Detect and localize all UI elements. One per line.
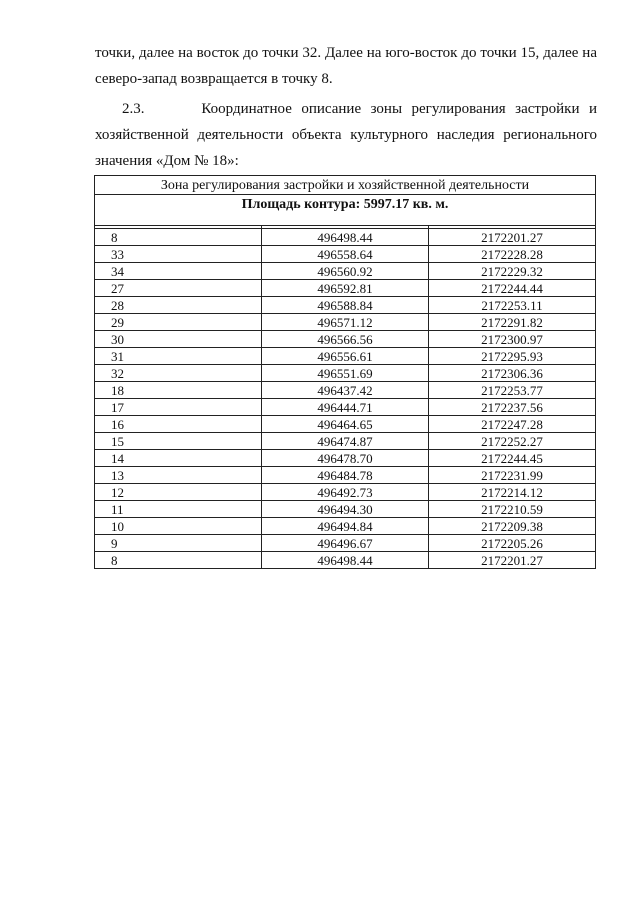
table-row — [95, 263, 596, 280]
paragraph-section-2-3 — [95, 96, 597, 174]
table-row — [95, 348, 596, 365]
table-header-row — [95, 176, 596, 195]
table-row — [95, 552, 596, 569]
point-number-cell: 10 — [95, 518, 262, 535]
point-number-cell: 17 — [95, 399, 262, 416]
y-coordinate-cell: 2172201.27 — [429, 552, 596, 569]
point-number-cell: 32 — [95, 365, 262, 382]
zone-title-cell: Зона регулирования застройки и хозяйственной деятельности — [95, 176, 596, 195]
x-coordinate-cell: 496551.69 — [262, 365, 429, 382]
point-number-cell: 8 — [95, 229, 262, 246]
point-number-cell: 28 — [95, 297, 262, 314]
y-coordinate-cell: 2172306.36 — [429, 365, 596, 382]
text-line: хозяйственной деятельности объекта культурного наследия регионального — [95, 127, 597, 143]
point-number-cell: 11 — [95, 501, 262, 518]
x-coordinate-cell: 496566.56 — [262, 331, 429, 348]
point-number-cell: 18 — [95, 382, 262, 399]
table-row — [95, 246, 596, 263]
y-coordinate-cell: 2172229.32 — [429, 263, 596, 280]
point-number-cell: 13 — [95, 467, 262, 484]
table-row — [95, 229, 596, 246]
x-coordinate-cell: 496496.67 — [262, 535, 429, 552]
x-coordinate-cell: 496464.65 — [262, 416, 429, 433]
point-number-cell: 31 — [95, 348, 262, 365]
y-coordinate-cell: 2172205.26 — [429, 535, 596, 552]
point-number-cell: 12 — [95, 484, 262, 501]
x-coordinate-cell: 496592.81 — [262, 280, 429, 297]
y-coordinate-cell: 2172300.97 — [429, 331, 596, 348]
point-number-cell: 27 — [95, 280, 262, 297]
y-coordinate-cell: 2172291.82 — [429, 314, 596, 331]
area-title-cell: Площадь контура: 5997.17 кв. м. — [95, 195, 596, 226]
table-header-row — [95, 195, 596, 226]
x-coordinate-cell: 496571.12 — [262, 314, 429, 331]
point-number-cell: 8 — [95, 552, 262, 569]
point-number-cell: 16 — [95, 416, 262, 433]
x-coordinate-cell: 496588.84 — [262, 297, 429, 314]
point-number-cell: 33 — [95, 246, 262, 263]
x-coordinate-cell: 496437.42 — [262, 382, 429, 399]
table-row — [95, 467, 596, 484]
y-coordinate-cell: 2172252.27 — [429, 433, 596, 450]
table-row — [95, 518, 596, 535]
table-row — [95, 382, 596, 399]
y-coordinate-cell: 2172247.28 — [429, 416, 596, 433]
point-number-cell: 15 — [95, 433, 262, 450]
table-row — [95, 331, 596, 348]
x-coordinate-cell: 496498.44 — [262, 229, 429, 246]
point-number-cell: 14 — [95, 450, 262, 467]
y-coordinate-cell: 2172237.56 — [429, 399, 596, 416]
x-coordinate-cell: 496492.73 — [262, 484, 429, 501]
x-coordinate-cell: 496560.92 — [262, 263, 429, 280]
x-coordinate-cell: 496444.71 — [262, 399, 429, 416]
section-number: 2.3. — [122, 101, 145, 117]
point-number-cell: 34 — [95, 263, 262, 280]
table-row — [95, 365, 596, 382]
table-row — [95, 535, 596, 552]
y-coordinate-cell: 2172244.44 — [429, 280, 596, 297]
table-row — [95, 280, 596, 297]
coordinates-table — [94, 175, 596, 569]
y-coordinate-cell: 2172201.27 — [429, 229, 596, 246]
text-line: северо-запад возвращается в точку 8. — [95, 71, 333, 87]
table-row — [95, 484, 596, 501]
table-row — [95, 433, 596, 450]
point-number-cell: 30 — [95, 331, 262, 348]
y-coordinate-cell: 2172253.77 — [429, 382, 596, 399]
y-coordinate-cell: 2172228.28 — [429, 246, 596, 263]
x-coordinate-cell: 496558.64 — [262, 246, 429, 263]
x-coordinate-cell: 496494.84 — [262, 518, 429, 535]
y-coordinate-cell: 2172231.99 — [429, 467, 596, 484]
point-number-cell: 29 — [95, 314, 262, 331]
x-coordinate-cell: 496556.61 — [262, 348, 429, 365]
table-row — [95, 314, 596, 331]
table-row — [95, 416, 596, 433]
y-coordinate-cell: 2172214.12 — [429, 484, 596, 501]
x-coordinate-cell: 496494.30 — [262, 501, 429, 518]
x-coordinate-cell: 496484.78 — [262, 467, 429, 484]
y-coordinate-cell: 2172253.11 — [429, 297, 596, 314]
x-coordinate-cell: 496498.44 — [262, 552, 429, 569]
point-number-cell: 9 — [95, 535, 262, 552]
table-row — [95, 450, 596, 467]
y-coordinate-cell: 2172295.93 — [429, 348, 596, 365]
y-coordinate-cell: 2172210.59 — [429, 501, 596, 518]
text-line: точки, далее на восток до точки 32. Далее на юго-восток до точки 15, далее на — [95, 45, 597, 61]
paragraph-continuation — [95, 40, 597, 92]
section-heading-line — [95, 96, 597, 122]
text-line: значения «Дом № 18»: — [95, 153, 239, 169]
table-row — [95, 399, 596, 416]
x-coordinate-cell: 496474.87 — [262, 433, 429, 450]
y-coordinate-cell: 2172244.45 — [429, 450, 596, 467]
y-coordinate-cell: 2172209.38 — [429, 518, 596, 535]
table-row — [95, 501, 596, 518]
table-row — [95, 297, 596, 314]
x-coordinate-cell: 496478.70 — [262, 450, 429, 467]
text-fragment: Координатное описание зоны регулирования застройки и — [201, 101, 597, 117]
